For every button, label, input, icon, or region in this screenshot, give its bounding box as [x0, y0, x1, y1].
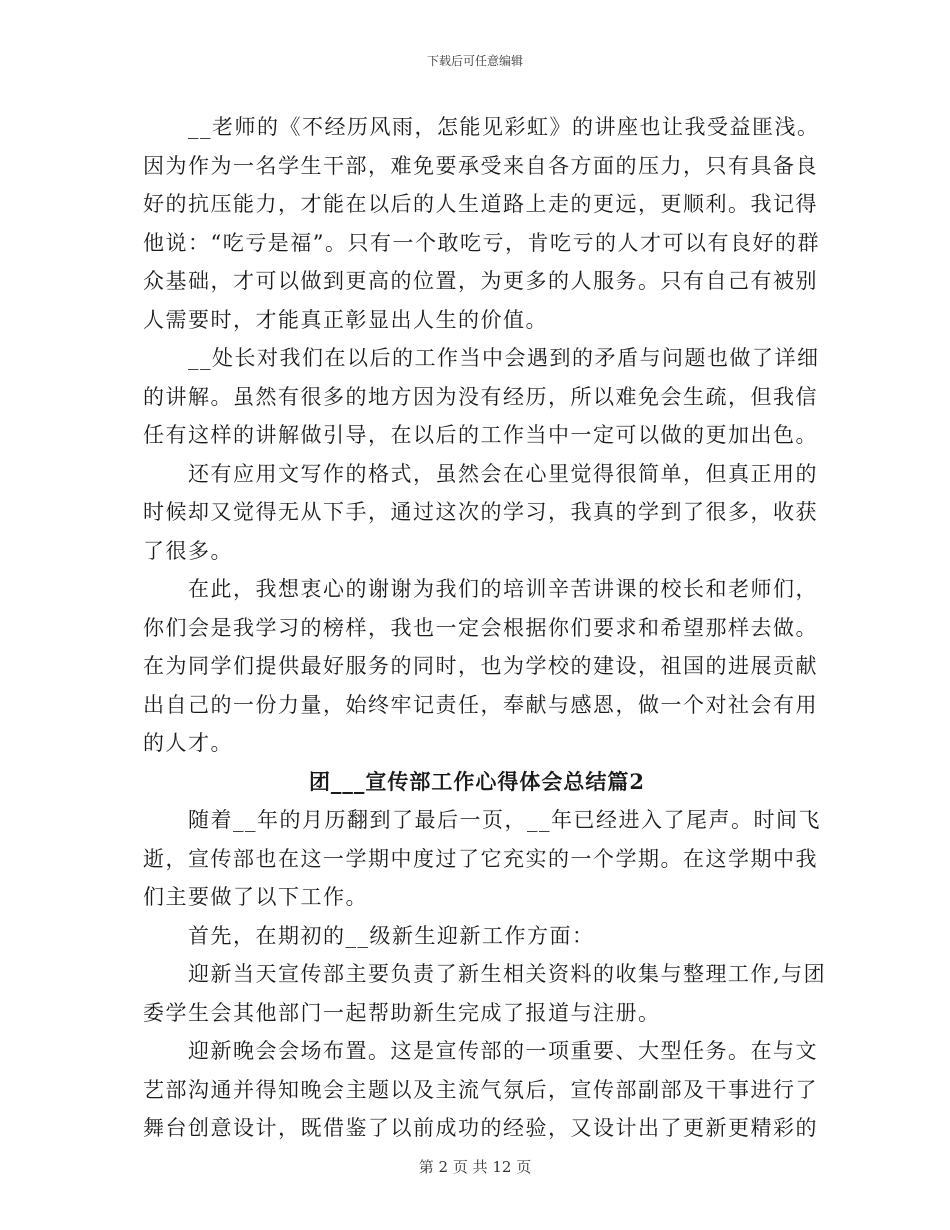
text-line: 出自己的一份力量，始终牢记责任，奉献与感恩，做一个对社会有用	[143, 692, 818, 717]
text-line: 人需要时，才能真正彰显出人生的价值。	[143, 307, 548, 332]
text-line: 逝，宣传部也在这一学期中度过了它充实的一个学期。在这学期中我	[143, 846, 818, 871]
text-line: 众基础，才可以做到更高的位置，为更多的人服务。只有自己有被别	[143, 269, 818, 293]
text-line: 还有应用文写作的格式，虽然会在心里觉得很简单，但真正用的	[143, 461, 818, 486]
text-line: 迎新晚会会场布置。这是宣传部的一项重要、大型任务。在与文	[143, 1039, 818, 1063]
text-line: 艺部沟通并得知晚会主题以及主流气氛后，宣传部副部及干事进行了	[143, 1077, 818, 1102]
paragraph	[143, 570, 818, 763]
paragraph	[143, 955, 827, 1032]
text-line: 首先，在期初的__级新生迎新工作方面：	[143, 923, 595, 948]
paragraph	[143, 339, 820, 455]
page-number-footer: 第 2 页 共 12 页	[418, 1158, 532, 1176]
text-line: 任有这样的讲解做引导，在以后的工作当中一定可以做的更加出色。	[143, 423, 818, 447]
text-line: 了很多。	[143, 538, 233, 563]
page-header-note: 下载后可任意编辑	[426, 54, 523, 68]
text-line: 好的抗压能力，才能在以后的人生道路上走的更远，更顺利。我记得	[143, 192, 818, 216]
section-title: 团___宣传部工作心得体会总结篇2	[308, 768, 646, 794]
paragraph	[143, 455, 818, 571]
paragraph	[143, 108, 820, 339]
text-line: __老师的《不经历风雨，怎能见彩虹》的讲座也让我受益匪浅。	[143, 115, 820, 139]
document-body	[143, 108, 827, 1148]
text-line: 因为作为一名学生干部，难免要承受来自各方面的压力，只有具备良	[143, 153, 818, 178]
text-line: 在此，我想衷心的谢谢为我们的培训辛苦讲课的校长和老师们，	[143, 577, 818, 601]
paragraph	[143, 1032, 818, 1148]
text-line: 随着__年的月历翻到了最后一页，__年已经进入了尾声。时间飞	[143, 808, 821, 832]
paragraph	[143, 917, 811, 956]
text-line: 他说：“吃亏是福”。只有一个敢吃亏，肯吃亏的人才可以有良好的群	[143, 230, 820, 255]
text-line: 舞台创意设计，既借鉴了以前成功的经验，又设计出了更新更精彩的	[143, 1116, 818, 1140]
text-line: 委学生会其他部门一起帮助新生完成了报道与注册。	[143, 1000, 661, 1025]
text-line: 们主要做了以下工作。	[143, 885, 368, 909]
text-line: 的人才。	[143, 731, 233, 755]
text-line: 时候却又觉得无从下手，通过这次的学习，我真的学到了很多，收获	[143, 500, 818, 524]
text-line: 的讲解。虽然有很多的地方因为没有经历，所以难免会生疏，但我信	[143, 384, 818, 409]
text-line: 迎新当天宣传部主要负责了新生相关资料的收集与整理工作,与团	[143, 962, 827, 986]
text-line: 你们会是我学习的榜样，我也一定会根据你们要求和希望那样去做。	[143, 615, 818, 640]
text-line: 在为同学们提供最好服务的同时，也为学校的建设，祖国的进展贡献	[143, 654, 818, 678]
paragraph	[143, 801, 821, 917]
text-line: __处长对我们在以后的工作当中会遇到的矛盾与问题也做了详细	[143, 346, 820, 370]
